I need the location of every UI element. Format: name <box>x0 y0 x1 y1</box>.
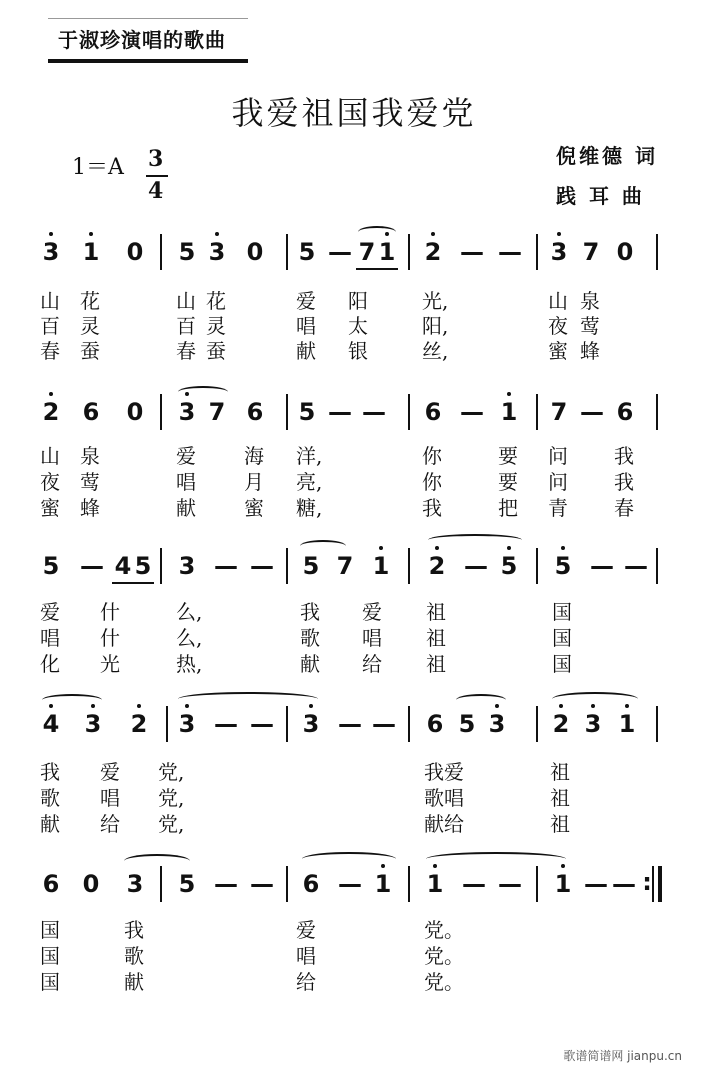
lyric: 什 <box>100 600 120 624</box>
lyric: 唱 <box>362 626 382 650</box>
barline <box>536 234 538 270</box>
lyric: 我 <box>300 600 320 624</box>
note: 1 <box>378 238 396 266</box>
lyric: 党。 <box>424 944 464 968</box>
lyric: 歌 <box>40 786 60 810</box>
lyric: 月 <box>244 470 264 494</box>
dot-above <box>89 232 93 236</box>
barline <box>656 706 658 742</box>
dash: — <box>590 552 614 580</box>
lyric: 祖 <box>426 600 446 624</box>
barline <box>286 706 288 742</box>
lyric: 献 <box>300 652 320 676</box>
note: 1 <box>374 870 392 898</box>
lyric: 歌 <box>124 944 144 968</box>
lyric: 光, <box>422 289 449 313</box>
lyric: 什 <box>100 626 120 650</box>
note: 6 <box>302 870 320 898</box>
slur <box>426 852 566 866</box>
song-title: 我爱祖国我爱党 <box>231 94 477 132</box>
lyricist-credit: 倪维德 词 <box>556 144 658 168</box>
note: 7 <box>358 238 376 266</box>
barline <box>656 234 658 270</box>
barline <box>408 234 410 270</box>
lyric: 我 <box>124 918 144 942</box>
note: 2 <box>428 552 446 580</box>
lyric: 要 <box>498 444 518 468</box>
lyric: 我 <box>614 444 634 468</box>
dash: — <box>80 552 104 580</box>
dash: — <box>584 870 608 898</box>
note: 3 <box>126 870 144 898</box>
note: 3 <box>178 710 196 738</box>
lyric: 洋, <box>296 444 323 468</box>
lyric: 你 <box>422 470 442 494</box>
dash: — <box>338 710 362 738</box>
note: 3 <box>488 710 506 738</box>
lyric: 银 <box>348 339 368 363</box>
note: 6 <box>616 398 634 426</box>
lyric: 爱 <box>296 289 316 313</box>
lyric: 问 <box>548 470 568 494</box>
note: 0 <box>246 238 264 266</box>
dot-above <box>561 546 565 550</box>
barline <box>286 394 288 430</box>
lyric: 蚕 <box>80 339 100 363</box>
lyric: 灵 <box>80 314 100 338</box>
lyric: 祖 <box>426 652 446 676</box>
barline <box>408 548 410 584</box>
note: 5 <box>500 552 518 580</box>
lyric: 祖 <box>550 786 570 810</box>
lyric: 灵 <box>206 314 226 338</box>
note: 3 <box>84 710 102 738</box>
time-signature-top: 3 <box>148 146 164 172</box>
header-label: 于淑珍演唱的歌曲 <box>58 28 226 52</box>
lyric: 我 <box>40 760 60 784</box>
lyric: 我 <box>422 496 442 520</box>
dash: — <box>214 710 238 738</box>
dash: — <box>460 238 484 266</box>
note: 6 <box>42 870 60 898</box>
note: 5 <box>134 552 152 580</box>
note: 5 <box>554 552 572 580</box>
lyric: 给 <box>296 970 316 994</box>
lyric: 爱 <box>362 600 382 624</box>
lyric: 百 <box>176 314 196 338</box>
note: 4 <box>114 552 132 580</box>
dot-above <box>49 232 53 236</box>
final-barline-thin <box>652 866 654 902</box>
note: 3 <box>208 238 226 266</box>
dash: — <box>250 552 274 580</box>
note: 5 <box>298 398 316 426</box>
lyric: 给 <box>100 812 120 836</box>
lyric: 献 <box>124 970 144 994</box>
barline <box>408 706 410 742</box>
note: 0 <box>126 398 144 426</box>
lyric: 国 <box>552 600 572 624</box>
lyric: 蚕 <box>206 339 226 363</box>
note: 7 <box>208 398 226 426</box>
note: 0 <box>126 238 144 266</box>
note: 3 <box>178 552 196 580</box>
lyric: 你 <box>422 444 442 468</box>
dash: — <box>624 552 648 580</box>
lyric: 泉 <box>80 444 100 468</box>
slur <box>358 226 396 238</box>
lyric: 党。 <box>424 918 464 942</box>
lyric: 春 <box>176 339 196 363</box>
note: 5 <box>458 710 476 738</box>
lyric: 给 <box>362 652 382 676</box>
lyric: 莺 <box>580 314 600 338</box>
lyric: 党, <box>158 760 185 784</box>
lyric: 海 <box>244 444 264 468</box>
lyric: 唱 <box>176 470 196 494</box>
slur <box>42 694 102 706</box>
dot-above <box>435 546 439 550</box>
underline <box>112 582 154 584</box>
dash: — <box>328 238 352 266</box>
lyric: 我爱 <box>424 760 464 784</box>
lyric: 献 <box>296 339 316 363</box>
lyric: 么, <box>176 626 203 650</box>
lyric: 献给 <box>424 812 464 836</box>
dash: — <box>464 552 488 580</box>
barline <box>160 234 162 270</box>
slur <box>178 692 318 706</box>
note: 5 <box>298 238 316 266</box>
note: 5 <box>302 552 320 580</box>
note: 0 <box>616 238 634 266</box>
note: 2 <box>552 710 570 738</box>
dash: — <box>462 870 486 898</box>
lyric: 山 <box>40 444 60 468</box>
slur <box>302 852 396 866</box>
dash: — <box>612 870 636 898</box>
note: 4 <box>42 710 60 738</box>
lyric: 夜 <box>548 314 568 338</box>
note: 7 <box>582 238 600 266</box>
dot-above <box>507 546 511 550</box>
underline <box>356 268 398 270</box>
dot-above <box>215 232 219 236</box>
dash: — <box>580 398 604 426</box>
lyric: 党, <box>158 786 185 810</box>
lyric: 问 <box>548 444 568 468</box>
lyric: 丝, <box>422 339 449 363</box>
note: 1 <box>372 552 390 580</box>
lyric: 爱 <box>176 444 196 468</box>
lyric: 青 <box>548 496 568 520</box>
slur <box>552 692 638 706</box>
lyric: 山 <box>176 289 196 313</box>
dot-above <box>431 232 435 236</box>
barline <box>160 394 162 430</box>
lyric: 国 <box>552 652 572 676</box>
lyric: 党, <box>158 812 185 836</box>
lyric: 爱 <box>296 918 316 942</box>
lyric: 泉 <box>580 289 600 313</box>
lyric: 么, <box>176 600 203 624</box>
lyric: 太 <box>348 314 368 338</box>
lyric: 光 <box>100 652 120 676</box>
barline <box>656 548 658 584</box>
dash: — <box>338 870 362 898</box>
lyric: 国 <box>40 944 60 968</box>
lyric: 蜜 <box>40 496 60 520</box>
note: 1 <box>500 398 518 426</box>
lyric: 唱 <box>100 786 120 810</box>
lyric: 阳, <box>422 314 449 338</box>
lyric: 要 <box>498 470 518 494</box>
note: 2 <box>130 710 148 738</box>
barline <box>160 548 162 584</box>
lyric: 歌唱 <box>424 786 464 810</box>
lyric: 唱 <box>296 944 316 968</box>
footer-watermark: 歌谱简谱网 jianpu.cn <box>563 1049 682 1063</box>
dash: — <box>460 398 484 426</box>
lyric: 国 <box>552 626 572 650</box>
lyric: 蜂 <box>580 339 600 363</box>
note: 1 <box>554 870 572 898</box>
note: 6 <box>426 710 444 738</box>
lyric: 爱 <box>40 600 60 624</box>
note: 3 <box>178 398 196 426</box>
repeat-sign: : <box>642 868 652 896</box>
dot-above <box>379 546 383 550</box>
lyric: 山 <box>40 289 60 313</box>
note: 5 <box>42 552 60 580</box>
dash: — <box>328 398 352 426</box>
dash: — <box>498 870 522 898</box>
barline <box>536 706 538 742</box>
note: 0 <box>82 870 100 898</box>
lyric: 蜜 <box>244 496 264 520</box>
lyric: 祖 <box>550 760 570 784</box>
lyric: 热, <box>176 652 203 676</box>
lyric: 糖, <box>296 496 323 520</box>
lyric: 把 <box>498 496 518 520</box>
dot-above <box>309 704 313 708</box>
lyric: 百 <box>40 314 60 338</box>
slur <box>456 694 506 706</box>
lyric: 歌 <box>300 626 320 650</box>
note: 6 <box>82 398 100 426</box>
lyric: 祖 <box>550 812 570 836</box>
dash: — <box>362 398 386 426</box>
lyric: 夜 <box>40 470 60 494</box>
note: 3 <box>550 238 568 266</box>
dot-above <box>557 232 561 236</box>
lyric: 阳 <box>348 289 368 313</box>
lyric: 春 <box>614 496 634 520</box>
lyric: 花 <box>206 289 226 313</box>
dot-above <box>137 704 141 708</box>
dash: — <box>498 238 522 266</box>
lyric: 唱 <box>40 626 60 650</box>
lyric: 献 <box>40 812 60 836</box>
lyric: 我 <box>614 470 634 494</box>
dash: — <box>214 552 238 580</box>
dash: — <box>250 870 274 898</box>
time-signature-line <box>146 175 168 177</box>
lyric: 蜂 <box>80 496 100 520</box>
note: 5 <box>178 870 196 898</box>
note: 1 <box>426 870 444 898</box>
note: 3 <box>42 238 60 266</box>
note: 2 <box>424 238 442 266</box>
note: 3 <box>302 710 320 738</box>
lyric: 祖 <box>426 626 446 650</box>
lyric: 花 <box>80 289 100 313</box>
barline <box>286 234 288 270</box>
slur <box>178 386 228 398</box>
lyric: 国 <box>40 970 60 994</box>
note: 2 <box>42 398 60 426</box>
dot-above <box>507 392 511 396</box>
note: 1 <box>618 710 636 738</box>
note: 3 <box>584 710 602 738</box>
composer-credit: 践 耳 曲 <box>556 184 645 208</box>
barline <box>656 394 658 430</box>
barline <box>160 866 162 902</box>
slur <box>428 534 522 546</box>
barline <box>408 394 410 430</box>
dash: — <box>250 710 274 738</box>
final-barline-thick <box>658 866 662 902</box>
slur <box>124 854 190 868</box>
lyric: 春 <box>40 339 60 363</box>
lyric: 蜜 <box>548 339 568 363</box>
lyric: 化 <box>40 652 60 676</box>
dash: — <box>372 710 396 738</box>
lyric: 爱 <box>100 760 120 784</box>
time-signature-bottom: 4 <box>148 178 164 204</box>
lyric: 莺 <box>80 470 100 494</box>
barline <box>536 866 538 902</box>
barline <box>536 548 538 584</box>
note: 1 <box>82 238 100 266</box>
note: 5 <box>178 238 196 266</box>
note: 7 <box>550 398 568 426</box>
lyric: 唱 <box>296 314 316 338</box>
lyric: 国 <box>40 918 60 942</box>
lyric: 党。 <box>424 970 464 994</box>
dot-above <box>49 392 53 396</box>
lyric: 亮, <box>296 470 323 494</box>
note: 7 <box>336 552 354 580</box>
lyric: 献 <box>176 496 196 520</box>
dot-above <box>561 864 565 868</box>
barline <box>286 548 288 584</box>
note: 6 <box>424 398 442 426</box>
barline <box>286 866 288 902</box>
key-signature: 1＝A <box>72 155 124 180</box>
barline <box>536 394 538 430</box>
barline <box>408 866 410 902</box>
dash: — <box>214 870 238 898</box>
lyric: 山 <box>548 289 568 313</box>
slur <box>300 540 346 552</box>
note: 6 <box>246 398 264 426</box>
barline <box>166 706 168 742</box>
